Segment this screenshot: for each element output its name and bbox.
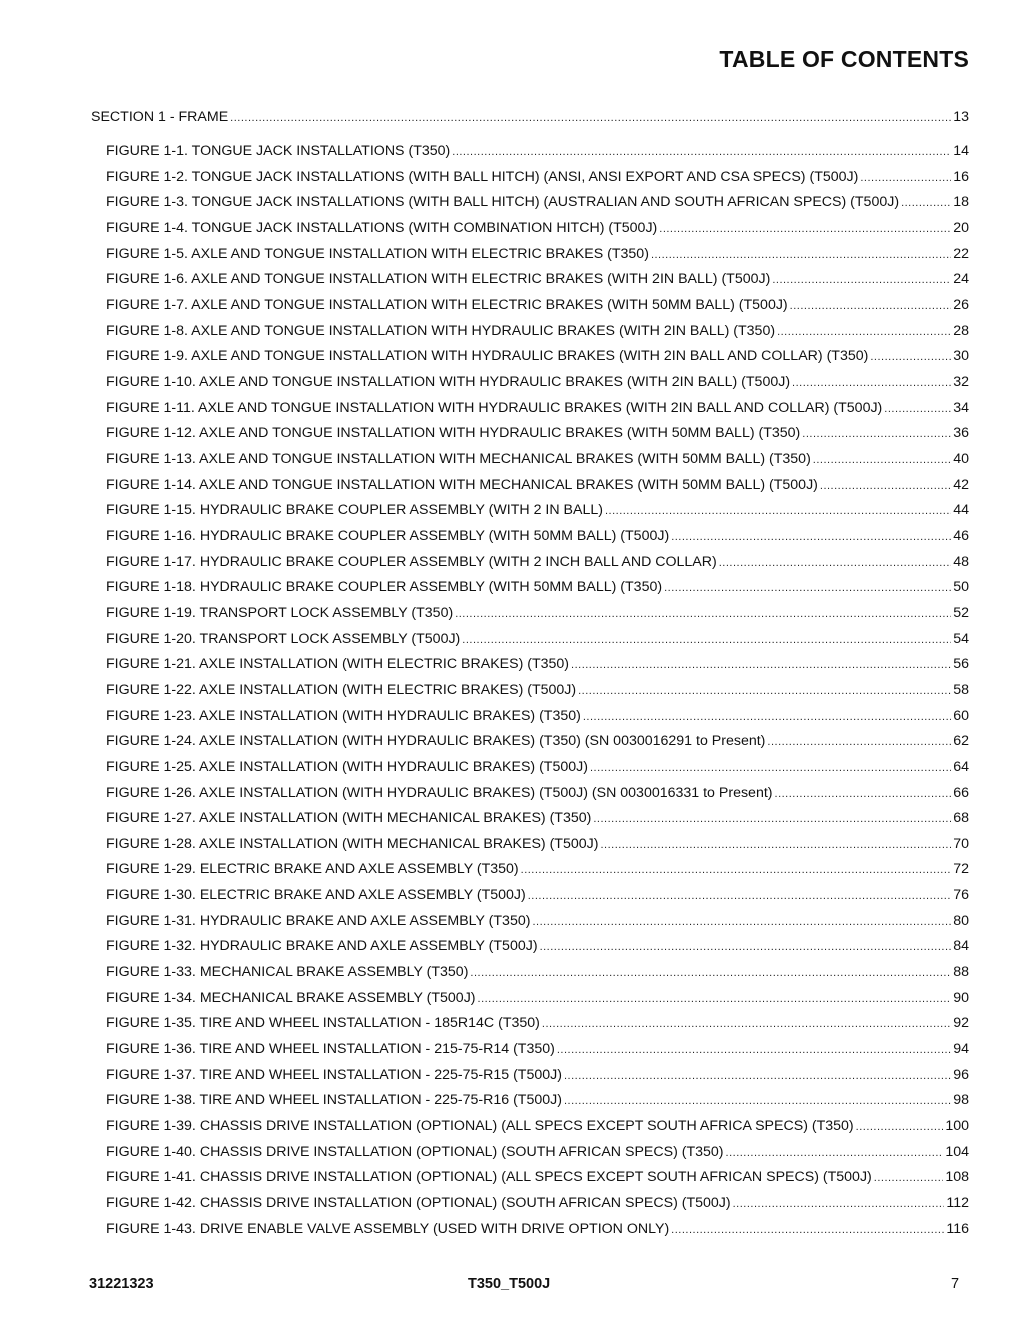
toc-entry-page: 104 — [945, 1144, 969, 1160]
toc-entry-label: FIGURE 1-29. ELECTRIC BRAKE AND AXLE ASSEMBLY (T350) — [106, 861, 519, 877]
dot-leader — [802, 425, 951, 443]
toc-entry-label: FIGURE 1-12. AXLE AND TONGUE INSTALLATION WITH HYDRAULIC BRAKES (WITH 50MM BALL) (T350) — [106, 425, 801, 441]
toc-entry-page: 46 — [953, 528, 969, 544]
toc-entry[interactable] — [106, 758, 969, 777]
toc-entry-page: 92 — [953, 1015, 969, 1031]
toc-entry-label: FIGURE 1-43. DRIVE ENABLE VALVE ASSEMBLY (USED WITH DRIVE OPTION ONLY) — [106, 1221, 670, 1237]
toc-entry-page: 112 — [946, 1195, 969, 1211]
dot-leader — [777, 323, 951, 341]
toc-entry[interactable] — [106, 707, 969, 726]
dot-leader — [901, 194, 951, 212]
toc-entry-page: 18 — [953, 194, 969, 210]
toc-entry[interactable] — [106, 450, 969, 469]
dot-leader — [230, 109, 951, 127]
toc-entry-page: 44 — [953, 502, 969, 518]
dot-leader — [542, 1015, 951, 1033]
dot-leader — [775, 785, 952, 803]
toc-entry-page: 72 — [953, 861, 969, 877]
toc-entry-label: FIGURE 1-26. AXLE INSTALLATION (WITH HYDRAULIC BRAKES) (T500J) (SN 0030016331 to Present) — [106, 785, 773, 801]
toc-entry[interactable] — [106, 1014, 969, 1033]
toc-entry-page: 88 — [953, 964, 969, 980]
dot-leader — [462, 631, 951, 649]
toc-entry-label: FIGURE 1-18. HYDRAULIC BRAKE COUPLER ASSEMBLY (WITH 50MM BALL) (T350) — [106, 579, 663, 595]
toc-entry-label: FIGURE 1-15. HYDRAULIC BRAKE COUPLER ASSEMBLY (WITH 2 IN BALL) — [106, 502, 603, 518]
toc-entry[interactable] — [106, 963, 969, 982]
toc-entry-page: 16 — [953, 169, 969, 185]
toc-entry-label: FIGURE 1-31. HYDRAULIC BRAKE AND AXLE ASSEMBLY (T350) — [106, 913, 531, 929]
toc-entry-page: 58 — [953, 682, 969, 698]
toc-entry[interactable] — [106, 347, 969, 366]
toc-entry-page: 34 — [953, 400, 969, 416]
toc-entry-label: FIGURE 1-21. AXLE INSTALLATION (WITH ELECTRIC BRAKES) (T350) — [106, 656, 570, 672]
toc-entry-page: 48 — [953, 554, 969, 570]
footer-page-number: 7 — [951, 1276, 960, 1292]
dot-leader — [813, 451, 951, 469]
dot-leader — [792, 374, 951, 392]
page-title: TABLE OF CONTENTS — [719, 46, 969, 72]
toc-entry-page: 94 — [953, 1041, 969, 1057]
dot-leader — [767, 733, 951, 751]
toc-entry-page: 54 — [953, 631, 969, 647]
toc-entry[interactable] — [106, 860, 969, 879]
toc-entry-label: FIGURE 1-3. TONGUE JACK INSTALLATIONS (WITH BALL HITCH) (AUSTRALIAN AND SOUTH AFRICAN SPECS) (T500J) — [106, 194, 900, 210]
dot-leader — [478, 990, 952, 1008]
toc-entry-label: FIGURE 1-32. HYDRAULIC BRAKE AND AXLE ASSEMBLY (T500J) — [106, 938, 538, 954]
toc-entry-label: FIGURE 1-33. MECHANICAL BRAKE ASSEMBLY (T350) — [106, 964, 469, 980]
toc-entry-label: FIGURE 1-42. CHASSIS DRIVE INSTALLATION (OPTIONAL) (SOUTH AFRICAN SPECS) (T500J) — [106, 1195, 731, 1211]
toc-entry-page: 62 — [953, 733, 969, 749]
toc-entry-label: SECTION 1 - FRAME — [91, 109, 229, 125]
toc-entry-page: 50 — [953, 579, 969, 595]
toc-entry[interactable] — [106, 168, 969, 187]
toc-entry-label: FIGURE 1-37. TIRE AND WHEEL INSTALLATION - 225-75-R15 (T500J) — [106, 1067, 562, 1083]
toc-entry[interactable] — [106, 912, 969, 931]
dot-leader — [772, 271, 951, 289]
dot-leader — [532, 913, 951, 931]
toc-entry-page: 28 — [953, 323, 969, 339]
toc-entry[interactable] — [106, 270, 969, 289]
toc-entry-label: FIGURE 1-17. HYDRAULIC BRAKE COUPLER ASSEMBLY (WITH 2 INCH BALL AND COLLAR) — [106, 554, 717, 570]
toc-entry-label: FIGURE 1-27. AXLE INSTALLATION (WITH MECHANICAL BRAKES) (T350) — [106, 810, 592, 826]
dot-leader — [583, 708, 951, 726]
toc-entry-label: FIGURE 1-23. AXLE INSTALLATION (WITH HYDRAULIC BRAKES) (T350) — [106, 708, 581, 724]
toc-entry-label: FIGURE 1-41. CHASSIS DRIVE INSTALLATION (OPTIONAL) (ALL SPECS EXCEPT SOUTH AFRICAN SPECS) (T500J) — [106, 1169, 872, 1185]
toc-entry[interactable] — [106, 476, 969, 495]
toc-section-entry[interactable] — [91, 108, 969, 127]
toc-entry-label: FIGURE 1-1. TONGUE JACK INSTALLATIONS (T350) — [106, 143, 451, 159]
toc-entry-label: FIGURE 1-30. ELECTRIC BRAKE AND AXLE ASSEMBLY (T500J) — [106, 887, 526, 903]
toc-entry[interactable] — [106, 296, 969, 315]
toc-entry[interactable] — [106, 732, 969, 751]
toc-entry-page: 108 — [945, 1169, 969, 1185]
toc-entry-page: 68 — [953, 810, 969, 826]
toc-entry-label: FIGURE 1-6. AXLE AND TONGUE INSTALLATION WITH ELECTRIC BRAKES (WITH 2IN BALL) (T500J) — [106, 271, 771, 287]
toc-entry[interactable] — [106, 501, 969, 520]
dot-leader — [884, 400, 951, 418]
toc-entry[interactable] — [106, 604, 969, 623]
dot-leader — [528, 887, 951, 905]
dot-leader — [593, 810, 951, 828]
toc-entry[interactable] — [106, 553, 969, 572]
toc-entry[interactable] — [106, 245, 969, 264]
toc-entry-page: 13 — [953, 109, 969, 125]
dot-leader — [719, 554, 951, 572]
dot-leader — [557, 1041, 951, 1059]
toc-entry[interactable] — [106, 219, 969, 238]
dot-leader — [600, 836, 951, 854]
toc-entry-page: 96 — [953, 1067, 969, 1083]
toc-entry-label: FIGURE 1-13. AXLE AND TONGUE INSTALLATION WITH MECHANICAL BRAKES (WITH 50MM BALL) (T350) — [106, 451, 811, 467]
toc-entry-page: 40 — [953, 451, 969, 467]
toc-entry-label: FIGURE 1-38. TIRE AND WHEEL INSTALLATION - 225-75-R16 (T500J) — [106, 1092, 562, 1108]
toc-entry[interactable] — [106, 1220, 969, 1239]
toc-entry-page: 42 — [953, 477, 969, 493]
toc-entry[interactable] — [106, 322, 969, 341]
toc-entry-page: 20 — [953, 220, 969, 236]
toc-entry-page: 98 — [953, 1092, 969, 1108]
toc-entry-page: 76 — [953, 887, 969, 903]
dot-leader — [590, 759, 951, 777]
toc-entry[interactable] — [106, 937, 969, 956]
toc-entry-label: FIGURE 1-34. MECHANICAL BRAKE ASSEMBLY (T500J) — [106, 990, 476, 1006]
toc-entry[interactable] — [106, 527, 969, 546]
dot-leader — [664, 579, 951, 597]
toc-entry[interactable] — [106, 835, 969, 854]
toc-entry-page: 100 — [945, 1118, 969, 1134]
toc-entry-label: FIGURE 1-28. AXLE INSTALLATION (WITH MECHANICAL BRAKES) (T500J) — [106, 836, 599, 852]
toc-entry-label: FIGURE 1-14. AXLE AND TONGUE INSTALLATION WITH MECHANICAL BRAKES (WITH 50MM BALL) (T500J) — [106, 477, 818, 493]
dot-leader — [564, 1092, 951, 1110]
dot-leader — [726, 1144, 944, 1162]
toc-entry[interactable] — [106, 630, 969, 649]
toc-entry[interactable] — [106, 681, 969, 700]
toc-entry-label: FIGURE 1-22. AXLE INSTALLATION (WITH ELECTRIC BRAKES) (T500J) — [106, 682, 577, 698]
toc-entry[interactable] — [106, 1040, 969, 1059]
toc-entry-label: FIGURE 1-36. TIRE AND WHEEL INSTALLATION - 215-75-R14 (T350) — [106, 1041, 555, 1057]
toc-entry[interactable] — [106, 578, 969, 597]
toc-entry-page: 66 — [953, 785, 969, 801]
toc-entry-label: FIGURE 1-35. TIRE AND WHEEL INSTALLATION - 185R14C (T350) — [106, 1015, 540, 1031]
toc-entry[interactable] — [106, 373, 969, 392]
toc-entry[interactable] — [106, 1091, 969, 1110]
toc-entry-label: FIGURE 1-5. AXLE AND TONGUE INSTALLATION WITH ELECTRIC BRAKES (T350) — [106, 246, 649, 262]
toc-entry-label: FIGURE 1-2. TONGUE JACK INSTALLATIONS (WITH BALL HITCH) (ANSI, ANSI EXPORT AND CSA SPECS) (T500J) — [106, 169, 859, 185]
footer-doc-number: 31221323 — [89, 1276, 154, 1292]
dot-leader — [671, 528, 951, 546]
toc-entry[interactable] — [106, 1117, 969, 1136]
footer-model: T350_T500J — [468, 1276, 551, 1292]
dot-leader — [651, 246, 951, 264]
toc-entry-label: FIGURE 1-9. AXLE AND TONGUE INSTALLATION WITH HYDRAULIC BRAKES (WITH 2IN BALL AND COLLAR) (T350) — [106, 348, 869, 364]
dot-leader — [671, 1221, 944, 1239]
toc-entry[interactable] — [106, 809, 969, 828]
dot-leader — [874, 1169, 944, 1187]
dot-leader — [571, 656, 951, 674]
dot-leader — [856, 1118, 944, 1136]
toc-entry-page: 52 — [953, 605, 969, 621]
toc-entry[interactable] — [106, 424, 969, 443]
toc-entry-label: FIGURE 1-7. AXLE AND TONGUE INSTALLATION WITH ELECTRIC BRAKES (WITH 50MM BALL) (T500J) — [106, 297, 788, 313]
toc-entry[interactable] — [106, 193, 969, 212]
dot-leader — [790, 297, 952, 315]
dot-leader — [452, 143, 951, 161]
toc-entry-label: FIGURE 1-24. AXLE INSTALLATION (WITH HYDRAULIC BRAKES) (T350) (SN 0030016291 to Present) — [106, 733, 766, 749]
toc-entry-label: FIGURE 1-40. CHASSIS DRIVE INSTALLATION (OPTIONAL) (SOUTH AFRICAN SPECS) (T350) — [106, 1144, 724, 1160]
dot-leader — [659, 220, 951, 238]
toc-entry-label: FIGURE 1-20. TRANSPORT LOCK ASSEMBLY (T500J) — [106, 631, 461, 647]
toc-entry-label: FIGURE 1-25. AXLE INSTALLATION (WITH HYDRAULIC BRAKES) (T500J) — [106, 759, 588, 775]
toc-entry-page: 14 — [953, 143, 969, 159]
toc-entry-page: 84 — [953, 938, 969, 954]
toc-entry-page: 36 — [953, 425, 969, 441]
toc-entry-page: 24 — [953, 271, 969, 287]
toc-entry-label: FIGURE 1-39. CHASSIS DRIVE INSTALLATION (OPTIONAL) (ALL SPECS EXCEPT SOUTH AFRICA SPECS) (T350) — [106, 1118, 854, 1134]
toc-entry-page: 56 — [953, 656, 969, 672]
toc-entry-page: 90 — [953, 990, 969, 1006]
toc-entry-page: 64 — [953, 759, 969, 775]
toc-entry-page: 116 — [946, 1221, 969, 1237]
toc-entry-page: 26 — [953, 297, 969, 313]
toc-entry[interactable] — [106, 1194, 969, 1213]
toc-entry-label: FIGURE 1-8. AXLE AND TONGUE INSTALLATION WITH HYDRAULIC BRAKES (WITH 2IN BALL) (T350) — [106, 323, 776, 339]
toc-entry[interactable] — [106, 1066, 969, 1085]
toc-entry[interactable] — [106, 1143, 969, 1162]
toc-entry-page: 70 — [953, 836, 969, 852]
toc-entry[interactable] — [106, 399, 969, 418]
toc-entry-page: 30 — [953, 348, 969, 364]
toc-entry-page: 32 — [953, 374, 969, 390]
dot-leader — [521, 861, 952, 879]
dot-leader — [820, 477, 951, 495]
toc-entry[interactable] — [106, 142, 969, 161]
dot-leader — [564, 1067, 951, 1085]
dot-leader — [455, 605, 951, 623]
toc-entry[interactable] — [106, 1168, 969, 1187]
dot-leader — [870, 348, 951, 366]
toc-entry-label: FIGURE 1-19. TRANSPORT LOCK ASSEMBLY (T350) — [106, 605, 454, 621]
dot-leader — [470, 964, 951, 982]
dot-leader — [578, 682, 951, 700]
toc-entry-label: FIGURE 1-16. HYDRAULIC BRAKE COUPLER ASSEMBLY (WITH 50MM BALL) (T500J) — [106, 528, 670, 544]
toc-entry[interactable] — [106, 886, 969, 905]
toc-entry-label: FIGURE 1-10. AXLE AND TONGUE INSTALLATION WITH HYDRAULIC BRAKES (WITH 2IN BALL) (T500J) — [106, 374, 791, 390]
toc-entry-page: 60 — [953, 708, 969, 724]
toc-entry-label: FIGURE 1-4. TONGUE JACK INSTALLATIONS (WITH COMBINATION HITCH) (T500J) — [106, 220, 658, 236]
dot-leader — [540, 938, 952, 956]
dot-leader — [733, 1195, 945, 1213]
dot-leader — [605, 502, 951, 520]
toc-entry[interactable] — [106, 989, 969, 1008]
toc-entry-page: 80 — [953, 913, 969, 929]
toc-entry[interactable] — [106, 655, 969, 674]
toc-entry-label: FIGURE 1-11. AXLE AND TONGUE INSTALLATION WITH HYDRAULIC BRAKES (WITH 2IN BALL AND COLLAR) (T500J) — [106, 400, 883, 416]
toc-entry-page: 22 — [953, 246, 969, 262]
dot-leader — [860, 169, 951, 187]
toc-entry[interactable] — [106, 784, 969, 803]
